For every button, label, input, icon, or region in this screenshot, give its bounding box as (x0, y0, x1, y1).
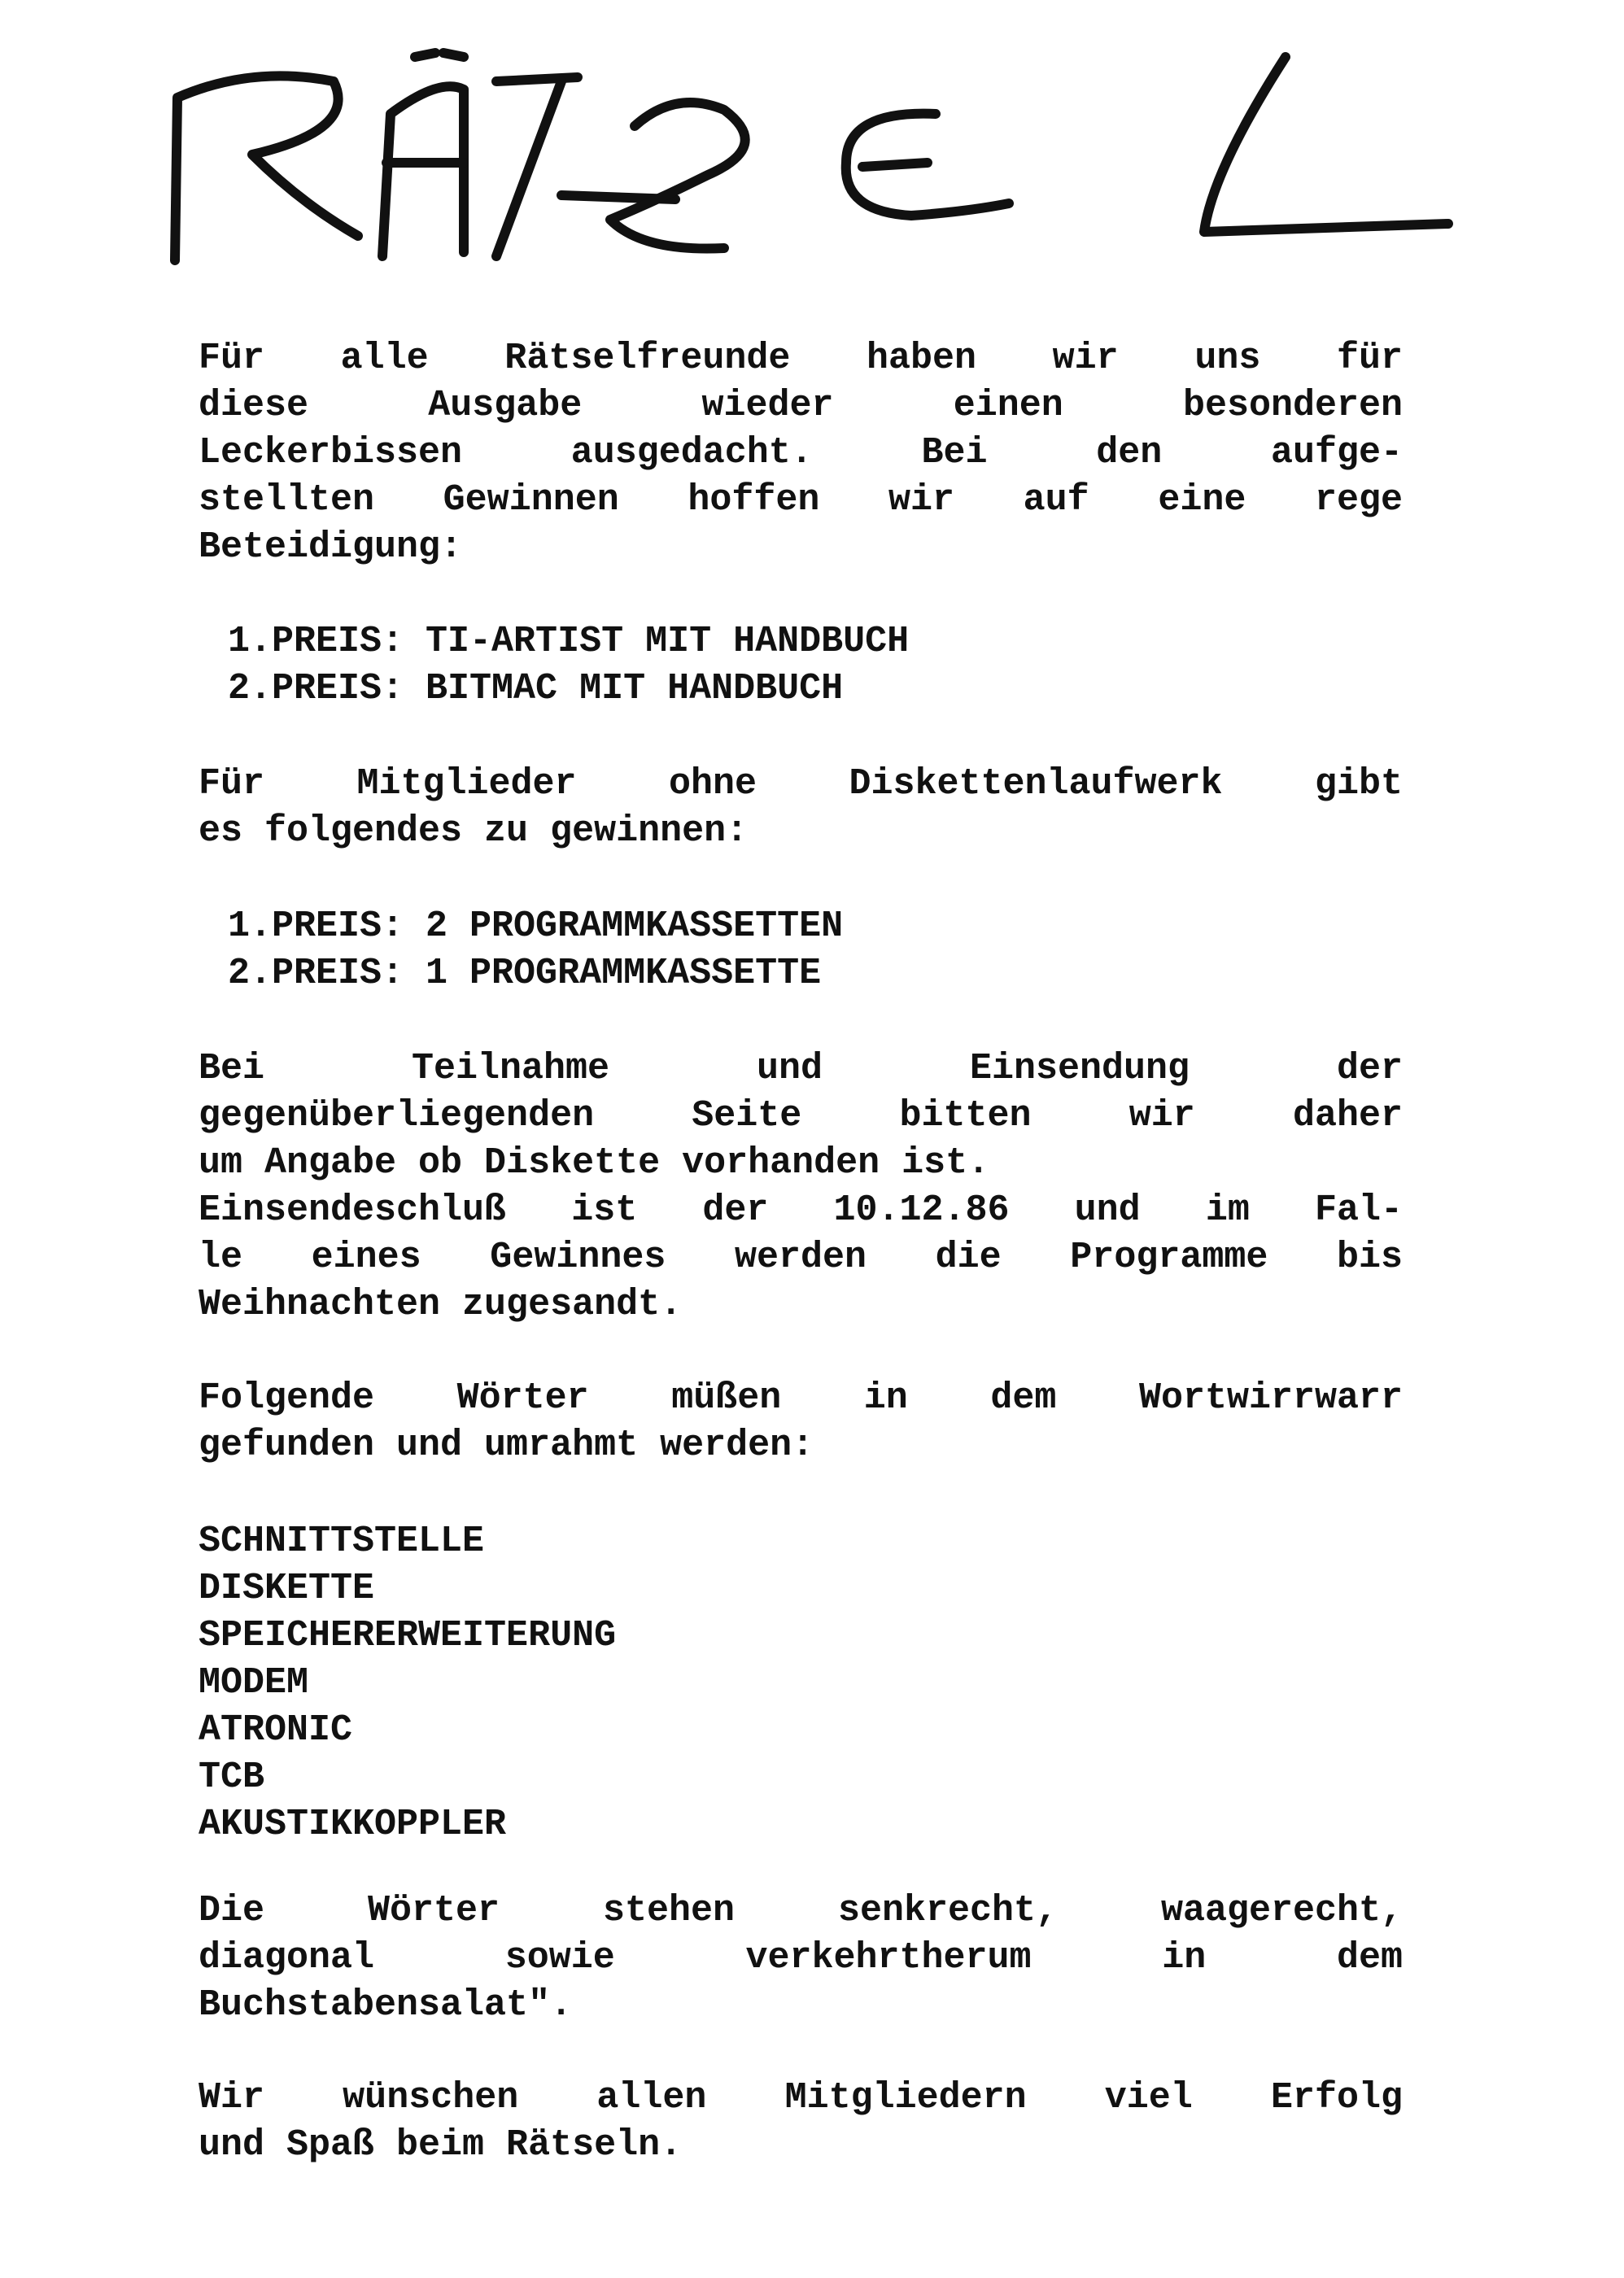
intro-paragraph (199, 335, 1403, 571)
closing-line: und Spaß beim Rätseln. (199, 2124, 683, 2166)
directions-line: Die Wörter stehen senkrecht, waagerecht, (199, 1890, 1403, 1931)
closing-line: Wir wünschen allen Mitgliedern viel Erfolg (199, 2077, 1403, 2119)
search-word: MODEM (199, 1662, 309, 1704)
title-letter-a (382, 86, 464, 256)
disk-prizes (199, 618, 1403, 713)
participation-line: Weihnachten zugesandt. (199, 1284, 683, 1325)
words-intro-line: gefunden und umrahmt werden: (199, 1425, 814, 1466)
title-letter-s (610, 103, 745, 248)
prize-item: 2.PREIS: 1 PROGRAMMKASSETTE (228, 953, 822, 994)
participation-line: gegenüberliegenden Seite bitten wir daher (199, 1095, 1403, 1137)
search-word: DISKETTE (199, 1568, 375, 1609)
intro-line: stellten Gewinnen hoffen wir auf eine rege (199, 479, 1403, 521)
prize-item: 1.PREIS: 2 PROGRAMMKASSETTEN (228, 906, 844, 947)
search-word: ATRONIC (199, 1709, 353, 1751)
title-letter-l (1204, 57, 1448, 232)
no-disk-paragraph (199, 761, 1403, 855)
title-letter-r (175, 76, 358, 260)
prize-item: 1.PREIS: TI-ARTIST MIT HANDBUCH (228, 621, 910, 662)
participation-line: le eines Gewinnes werden die Programme bis (199, 1237, 1403, 1278)
intro-line: Leckerbissen ausgedacht. Bei den aufge- (199, 432, 1403, 473)
tape-prizes (199, 903, 1403, 997)
participation-line: um Angabe ob Diskette vorhanden ist. (199, 1142, 990, 1184)
participation-line: Bei Teilnahme und Einsendung der (199, 1048, 1403, 1089)
directions-paragraph (199, 1887, 1403, 2029)
no-disk-line: Für Mitglieder ohne Diskettenlaufwerk gibt (199, 763, 1403, 805)
no-disk-line: es folgendes zu gewinnen: (199, 810, 749, 852)
closing-paragraph (199, 2075, 1403, 2169)
intro-line: diese Ausgabe wieder einen besonderen (199, 385, 1403, 426)
directions-line: diagonal sowie verkehrtherum in dem (199, 1937, 1403, 1979)
intro-line: Für alle Rätselfreunde haben wir uns für (199, 338, 1403, 379)
search-word: SCHNITTSTELLE (199, 1521, 485, 1562)
prize-item: 2.PREIS: BITMAC MIT HANDBUCH (228, 668, 844, 709)
words-intro-line: Folgende Wörter müßen in dem Wortwirrwarr (199, 1377, 1403, 1419)
intro-line: Beteidigung: (199, 526, 463, 568)
participation-paragraph (199, 1045, 1403, 1329)
search-word: TCB (199, 1757, 265, 1798)
search-word: AKUSTIKKOPPLER (199, 1804, 507, 1845)
search-word: SPEICHERERWEITERUNG (199, 1615, 617, 1656)
words-intro-paragraph (199, 1375, 1403, 1469)
search-word-list (199, 1518, 1403, 1848)
participation-line: Einsendeschluß ist der 10.12.86 und im Fal- (199, 1189, 1403, 1231)
handwritten-title (155, 33, 1473, 293)
directions-line: Buchstabensalat". (199, 1984, 573, 2026)
